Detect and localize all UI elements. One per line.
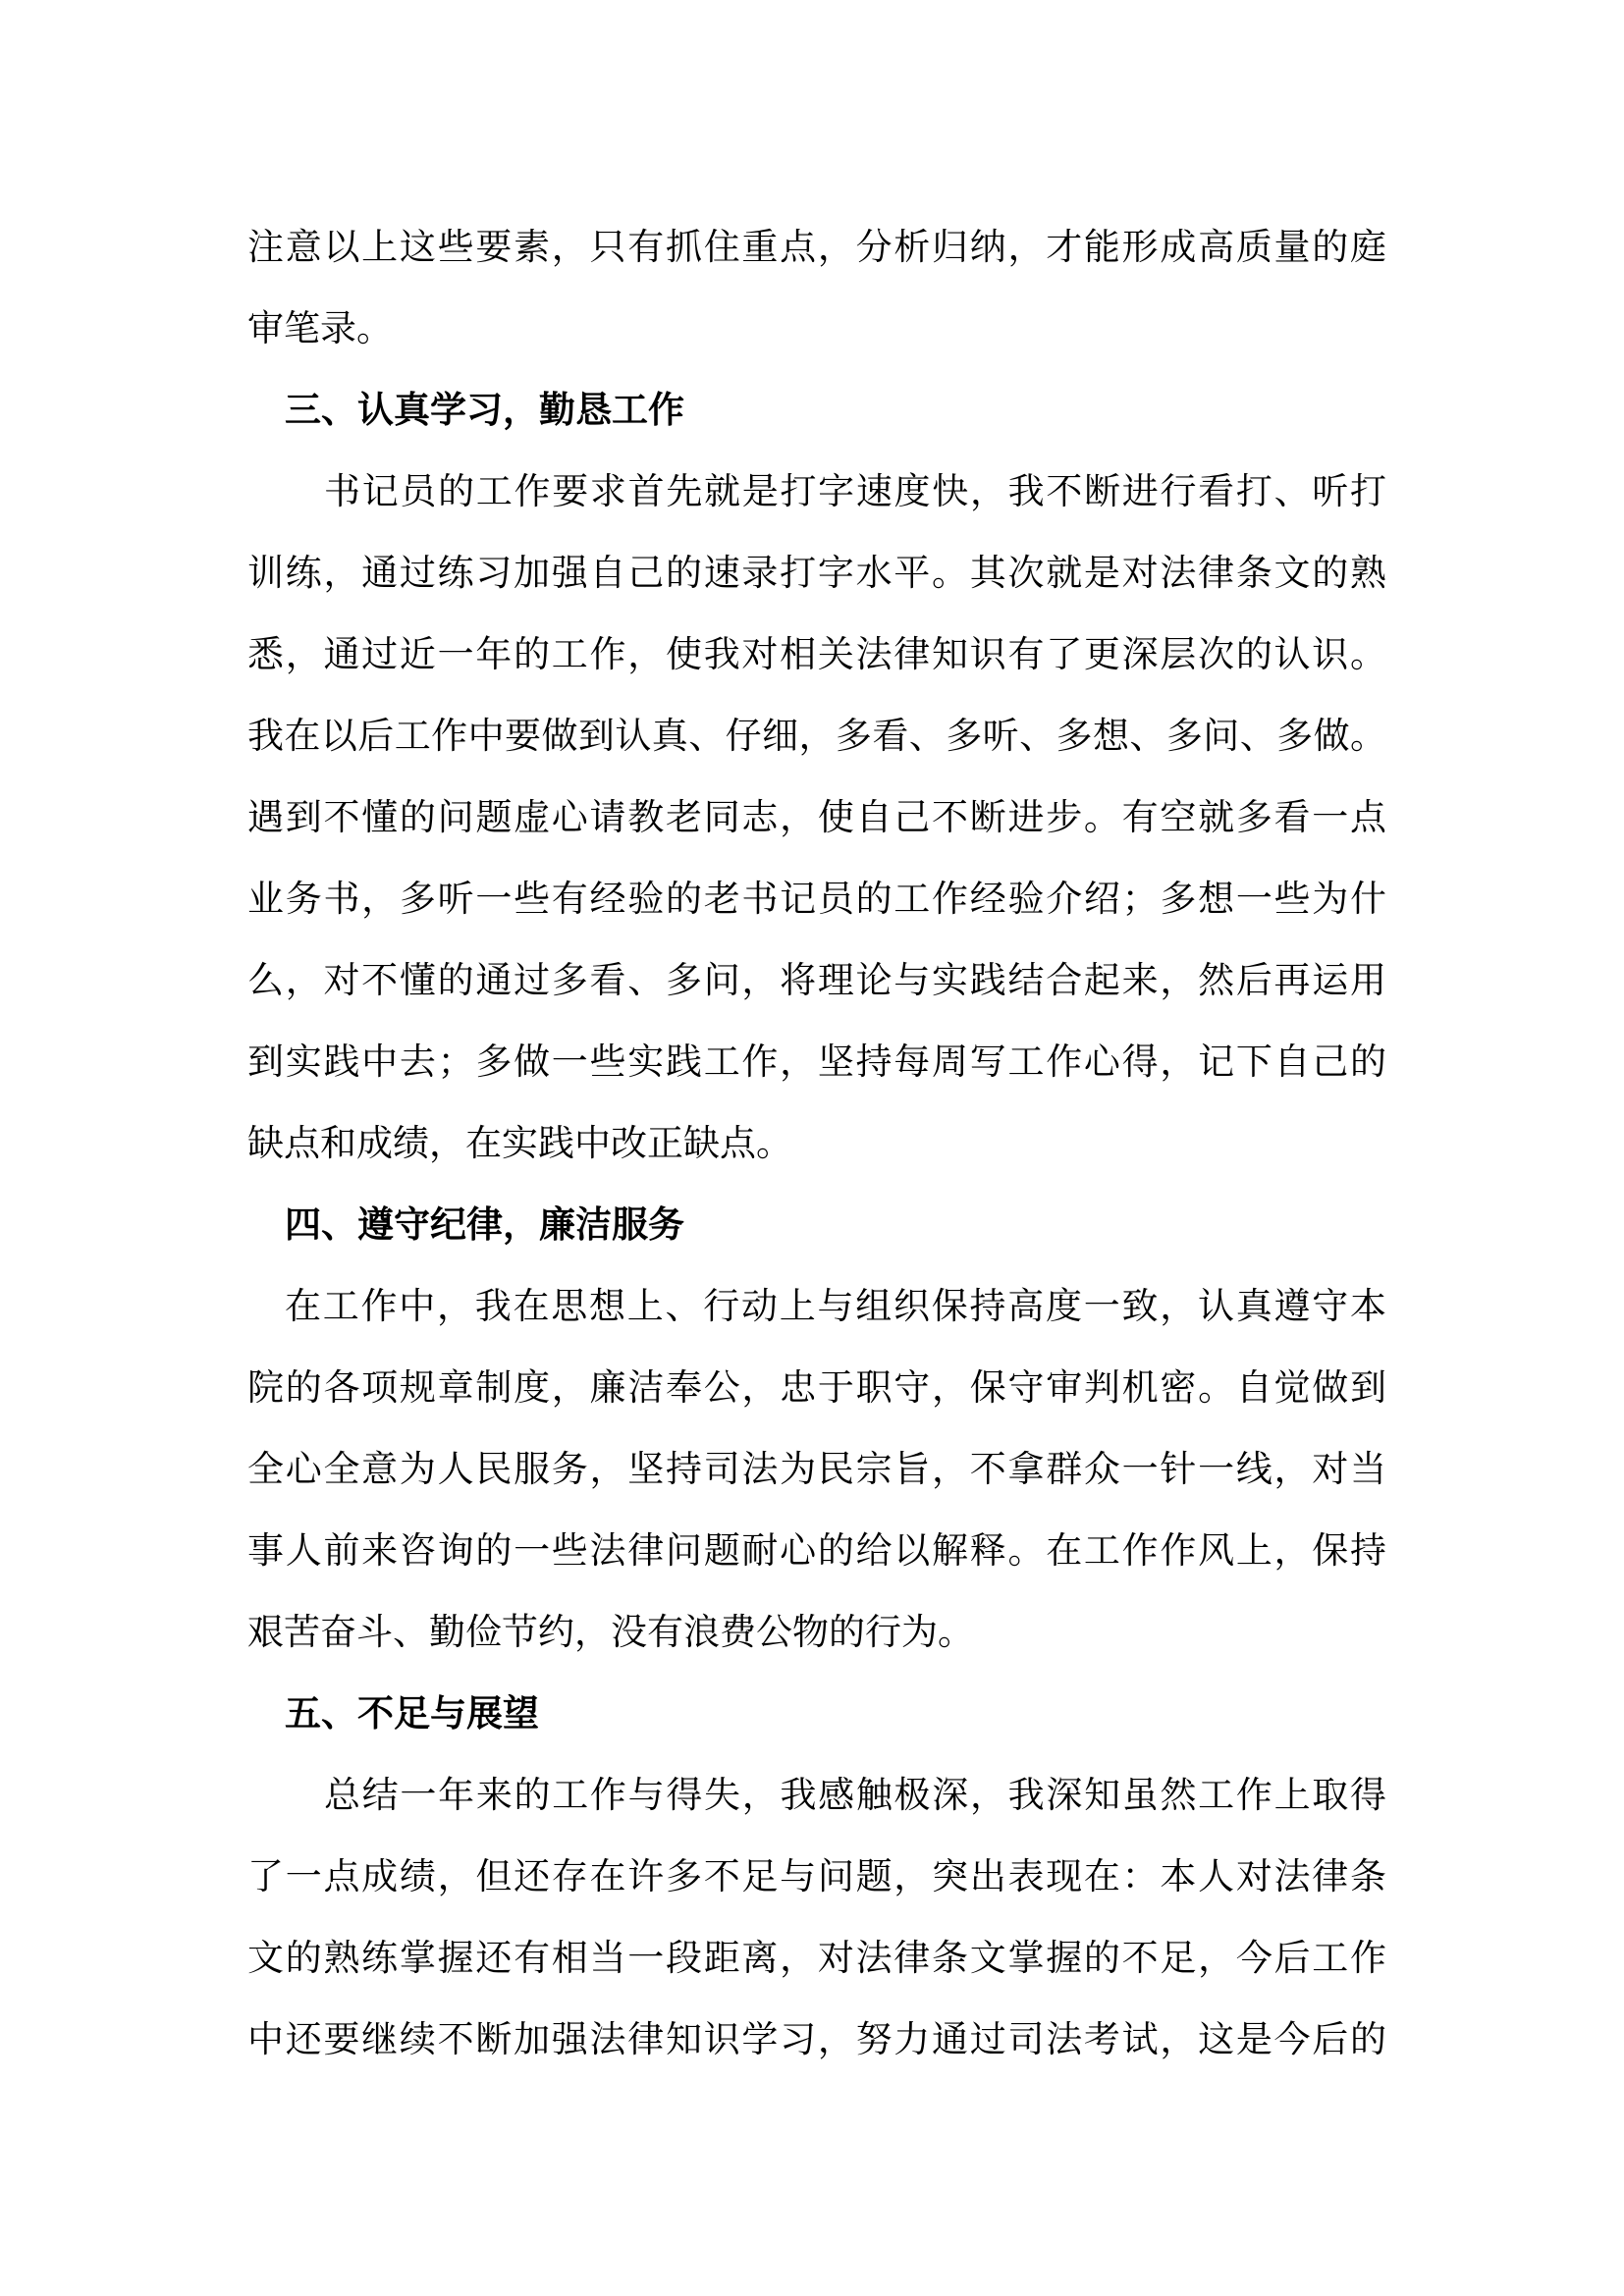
paragraph-line: 注意以上这些要素，只有抓住重点，分析归纳，才能形成高质量的庭 bbox=[247, 226, 1386, 268]
paragraph-line: 到实践中去；多做一些实践工作，坚持每周写工作心得，记下自己的 bbox=[247, 1041, 1386, 1083]
paragraph-line: 了一点成绩，但还存在许多不足与问题，突出表现在：本人对法律条 bbox=[247, 1855, 1386, 1897]
paragraph-line: 么，对不懂的通过多看、多问，将理论与实践结合起来，然后再运用 bbox=[247, 959, 1386, 1001]
paragraph-line: 遇到不懂的问题虚心请教老同志，使自己不断进步。有空就多看一点 bbox=[247, 796, 1386, 838]
paragraph-line: 业务书，多听一些有经验的老书记员的工作经验介绍；多想一些为什 bbox=[247, 878, 1386, 920]
section-heading: 三、认真学习，勤恳工作 bbox=[285, 388, 684, 431]
paragraph-line: 艰苦奋斗、勤俭节约，没有浪费公物的行为。 bbox=[247, 1611, 974, 1653]
paragraph-line: 事人前来咨询的一些法律问题耐心的给以解释。在工作作风上，保持 bbox=[247, 1529, 1386, 1572]
paragraph-line: 训练，通过练习加强自己的速录打字水平。其次就是对法律条文的熟 bbox=[247, 552, 1386, 594]
paragraph-line: 总结一年来的工作与得失，我感触极深，我深知虽然工作上取得 bbox=[324, 1774, 1386, 1816]
paragraph-line: 在工作中，我在思想上、行动上与组织保持高度一致，认真遵守本 bbox=[285, 1285, 1386, 1327]
paragraph-line: 全心全意为人民服务，坚持司法为民宗旨，不拿群众一针一线，对当 bbox=[247, 1448, 1386, 1490]
paragraph-line: 审笔录。 bbox=[247, 307, 393, 349]
section-heading: 四、遵守纪律，廉洁服务 bbox=[285, 1202, 684, 1246]
paragraph-line: 院的各项规章制度，廉洁奉公，忠于职守，保守审判机密。自觉做到 bbox=[247, 1366, 1386, 1409]
paragraph-line: 缺点和成绩，在实践中改正缺点。 bbox=[247, 1122, 792, 1164]
paragraph-line: 悉，通过近一年的工作，使我对相关法律知识有了更深层次的认识。 bbox=[247, 633, 1386, 675]
paragraph-line: 文的熟练掌握还有相当一段距离，对法律条文掌握的不足，今后工作 bbox=[247, 1937, 1386, 1979]
document-body bbox=[247, 206, 1386, 2080]
paragraph-line: 书记员的工作要求首先就是打字速度快，我不断进行看打、听打 bbox=[324, 470, 1386, 512]
paragraph-line: 中还要继续不断加强法律知识学习，努力通过司法考试，这是今后的 bbox=[247, 2018, 1386, 2060]
section-heading: 五、不足与展望 bbox=[285, 1691, 539, 1735]
paragraph-line: 我在以后工作中要做到认真、仔细，多看、多听、多想、多问、多做。 bbox=[247, 715, 1386, 757]
